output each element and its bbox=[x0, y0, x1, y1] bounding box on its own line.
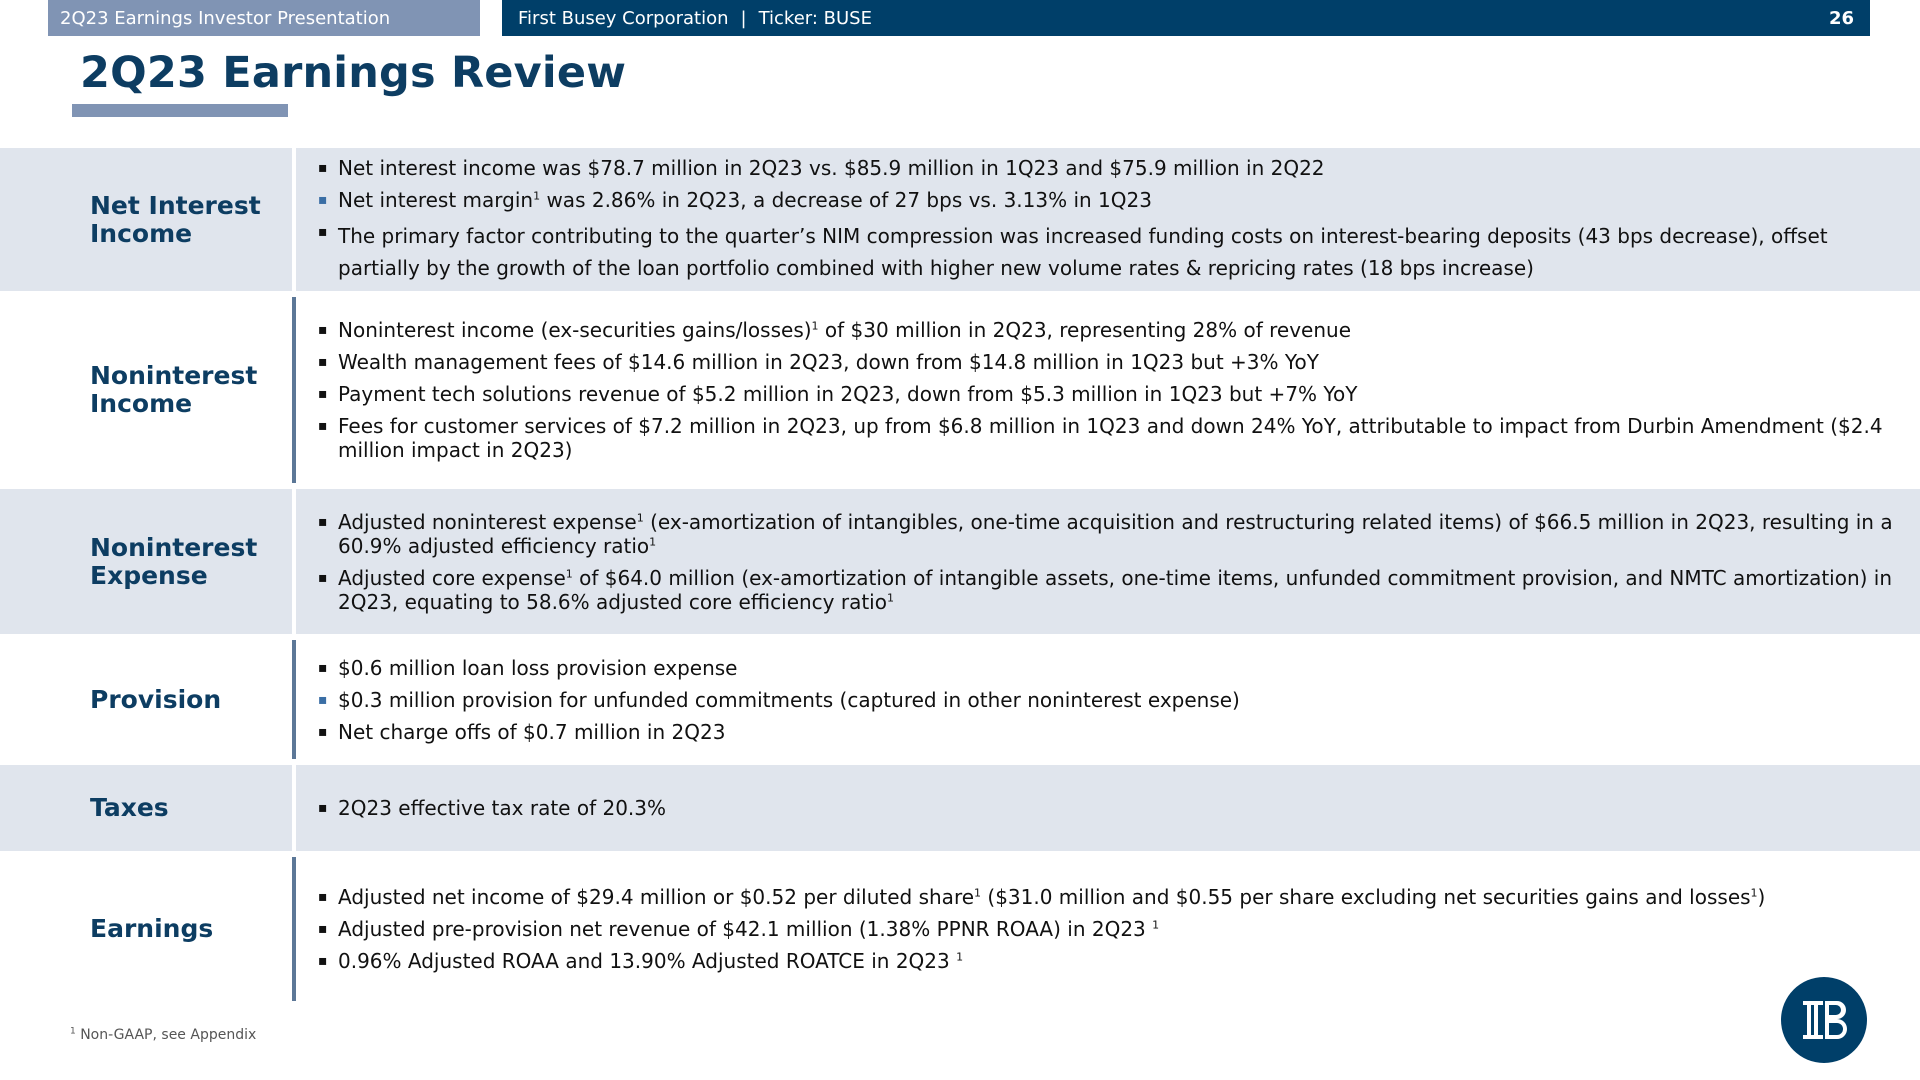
section-provision bbox=[0, 634, 1920, 765]
title-underline bbox=[72, 104, 288, 117]
footnote bbox=[70, 1027, 256, 1043]
bullet-item bbox=[318, 688, 1900, 712]
section-noninterest-income bbox=[0, 291, 1920, 489]
section-label bbox=[0, 851, 292, 1007]
section-net-interest-income bbox=[0, 148, 1920, 291]
bullet-icon: ▪ bbox=[318, 723, 328, 740]
footnote-marker: 1 bbox=[974, 886, 982, 900]
footnote-marker: 1 bbox=[811, 319, 819, 333]
bullet-text: The primary factor contributing to the quarter’s NIM compression was increased funding costs on interest-bearing deposits (43 bps decrease), offset partially by the growth of the loan portfolio combined with higher new volume rates & repricing rates (18 bps increase) bbox=[338, 223, 1828, 280]
section-bullets bbox=[296, 489, 1920, 634]
bullet-icon: ▪ bbox=[318, 659, 328, 676]
section-bullets bbox=[296, 634, 1920, 765]
bullet-item bbox=[318, 949, 1900, 973]
bullet-text-part: ($31.0 million and $0.55 per share excluding net securities gains and losses bbox=[981, 885, 1751, 909]
bullet-icon: ▪ bbox=[318, 800, 328, 816]
bullet-item bbox=[318, 188, 1900, 212]
bullet-icon: ▪ bbox=[318, 159, 328, 176]
company-name: First Busey Corporation bbox=[518, 7, 729, 29]
bullet-icon: ▪ bbox=[318, 889, 328, 905]
footnote-marker: 1 bbox=[636, 510, 644, 524]
bullet-text-part: 0.96% Adjusted ROAA and 13.90% Adjusted ROATCE in 2Q23 bbox=[338, 949, 957, 973]
section-bullets bbox=[296, 851, 1920, 1007]
section-taxes bbox=[0, 765, 1920, 851]
bullet-text: Net interest income was $78.7 million in 2Q23 vs. $85.9 million in 1Q23 and $75.9 million in 2Q22 bbox=[338, 155, 1325, 180]
bullet-icon: ▪ bbox=[318, 953, 328, 969]
presentation-title-tab bbox=[48, 0, 480, 36]
bullet-text-part: Adjusted noninterest expense bbox=[338, 509, 637, 534]
bullet-icon: ▪ bbox=[318, 921, 328, 937]
bullet-icon: ▪ bbox=[318, 191, 328, 208]
bullet-text bbox=[338, 566, 1900, 614]
company-ticker bbox=[518, 8, 872, 29]
section-label bbox=[0, 765, 292, 851]
bullet-item bbox=[318, 917, 1900, 941]
bullet-icon: ▪ bbox=[318, 691, 328, 708]
bullet-text: Wealth management fees of $14.6 million in 2Q23, down from $14.8 million in 1Q23 but +3% YoY bbox=[338, 350, 1319, 374]
section-label-line2: Income bbox=[90, 218, 193, 248]
footnote-marker: 1 bbox=[1750, 886, 1758, 900]
bullet-text: Payment tech solutions revenue of $5.2 million in 2Q23, down from $5.3 million in 1Q23 but +7% YoY bbox=[338, 382, 1358, 406]
bullet-text-part: was 2.86% in 2Q23, a decrease of 27 bps vs. 3.13% in 1Q23 bbox=[540, 187, 1152, 212]
bullet-text bbox=[338, 885, 1900, 909]
bullet-text-part: of $64.0 million (ex-amortization of intangible assets, one-time items, unfunded commitment provision, and NMTC amortization) in 2Q23, equating to 58.6% adjusted core efficiency ratio bbox=[338, 565, 1893, 614]
bullet-item bbox=[318, 656, 1900, 680]
bullet-text-part: Adjusted net income of $29.4 million or $0.52 per diluted share bbox=[338, 885, 975, 909]
bullet-text-part: Net interest margin bbox=[338, 187, 534, 212]
section-label-line1: Earnings bbox=[90, 914, 214, 943]
section-noninterest-expense bbox=[0, 489, 1920, 634]
section-label-line1: Taxes bbox=[90, 793, 169, 822]
bullet-icon: ▪ bbox=[318, 354, 328, 370]
bullet-text-part: Noninterest income (ex-securities gains/losses) bbox=[338, 318, 812, 342]
bullet-item bbox=[318, 156, 1900, 180]
bullet-text: 2Q23 effective tax rate of 20.3% bbox=[338, 796, 666, 820]
bullet-item bbox=[318, 885, 1900, 909]
footnote-text: Non-GAAP, see Appendix bbox=[80, 1027, 257, 1043]
bullet-item bbox=[318, 318, 1900, 342]
section-label-line1: Provision bbox=[90, 684, 222, 714]
footnote-marker: 1 bbox=[565, 566, 573, 580]
footnote-marker: 1 bbox=[1152, 918, 1160, 932]
bullet-item bbox=[318, 796, 1900, 820]
section-bullets bbox=[296, 291, 1920, 489]
section-label-line1: Noninterest bbox=[90, 532, 258, 562]
bullet-text: Net charge offs of $0.7 million in 2Q23 bbox=[338, 719, 726, 744]
bullet-text: Fees for customer services of $7.2 million in 2Q23, up from $6.8 million in 1Q23 and down 24% YoY, attributable to impact from Durbin Amendment ($2.4 million impact in 2Q23) bbox=[338, 414, 1883, 462]
bullet-icon: ▪ bbox=[318, 386, 328, 402]
section-label bbox=[0, 634, 292, 765]
bullet-icon: ▪ bbox=[318, 569, 328, 586]
page-title: 2Q23 Earnings Review bbox=[80, 48, 627, 98]
section-label-line1: Noninterest bbox=[90, 361, 258, 390]
bullet-text bbox=[338, 949, 1900, 973]
footnote-marker: 1 bbox=[886, 590, 894, 604]
section-label-line2: Income bbox=[90, 389, 193, 418]
bullet-icon: ▪ bbox=[318, 223, 328, 240]
section-label bbox=[0, 489, 292, 634]
footnote-marker: 1 bbox=[956, 950, 964, 964]
ticker: Ticker: BUSE bbox=[758, 7, 872, 29]
bullet-icon: ▪ bbox=[318, 513, 328, 530]
footnote-marker: 1 bbox=[533, 188, 541, 202]
section-label-line2: Expense bbox=[90, 560, 208, 590]
bullet-text-part: (ex-amortization of intangibles, one-time acquisition and restructuring related items) of $66.5 million in 2Q23, resulting in a 60.9% adjusted efficiency ratio bbox=[338, 509, 1893, 558]
bullet-item bbox=[318, 350, 1900, 374]
section-label bbox=[0, 291, 292, 489]
bullet-icon: ▪ bbox=[318, 418, 328, 434]
header-separator: | bbox=[740, 7, 747, 29]
first-busey-logo-icon bbox=[1781, 977, 1867, 1063]
footnote-marker: 1 bbox=[649, 534, 657, 548]
bullet-item bbox=[318, 382, 1900, 406]
header-bar bbox=[502, 0, 1870, 36]
section-bullets bbox=[296, 148, 1920, 291]
bullet-text: $0.6 million loan loss provision expense bbox=[338, 655, 738, 680]
section-earnings bbox=[0, 851, 1920, 1007]
bullet-text bbox=[338, 917, 1900, 941]
logo-mark-icon bbox=[1781, 977, 1867, 1063]
footnote-marker: 1 bbox=[70, 1026, 76, 1037]
bullet-item bbox=[318, 720, 1900, 744]
section-label bbox=[0, 148, 292, 291]
section-label-line1: Net Interest bbox=[90, 190, 261, 220]
section-bullets bbox=[296, 765, 1920, 851]
bullet-item bbox=[318, 220, 1900, 284]
bullet-text-part: of $30 million in 2Q23, representing 28% of revenue bbox=[818, 318, 1351, 342]
bullet-item bbox=[318, 566, 1900, 614]
bullet-text bbox=[338, 188, 1900, 212]
bullet-text: $0.3 million provision for unfunded commitments (captured in other noninterest expense) bbox=[338, 687, 1240, 712]
page-number: 26 bbox=[1828, 7, 1854, 29]
bullet-text-part: Adjusted pre-provision net revenue of $42.1 million (1.38% PPNR ROAA) in 2Q23 bbox=[338, 917, 1153, 941]
presentation-title: 2Q23 Earnings Investor Presentation bbox=[60, 7, 391, 29]
bullet-item bbox=[318, 414, 1900, 462]
bullet-item bbox=[318, 510, 1900, 558]
bullet-text bbox=[338, 318, 1900, 342]
bullet-icon: ▪ bbox=[318, 322, 328, 338]
bullet-text-part: ) bbox=[1757, 885, 1766, 909]
bullet-text bbox=[338, 510, 1900, 558]
bullet-text-part: Adjusted core expense bbox=[338, 565, 566, 590]
